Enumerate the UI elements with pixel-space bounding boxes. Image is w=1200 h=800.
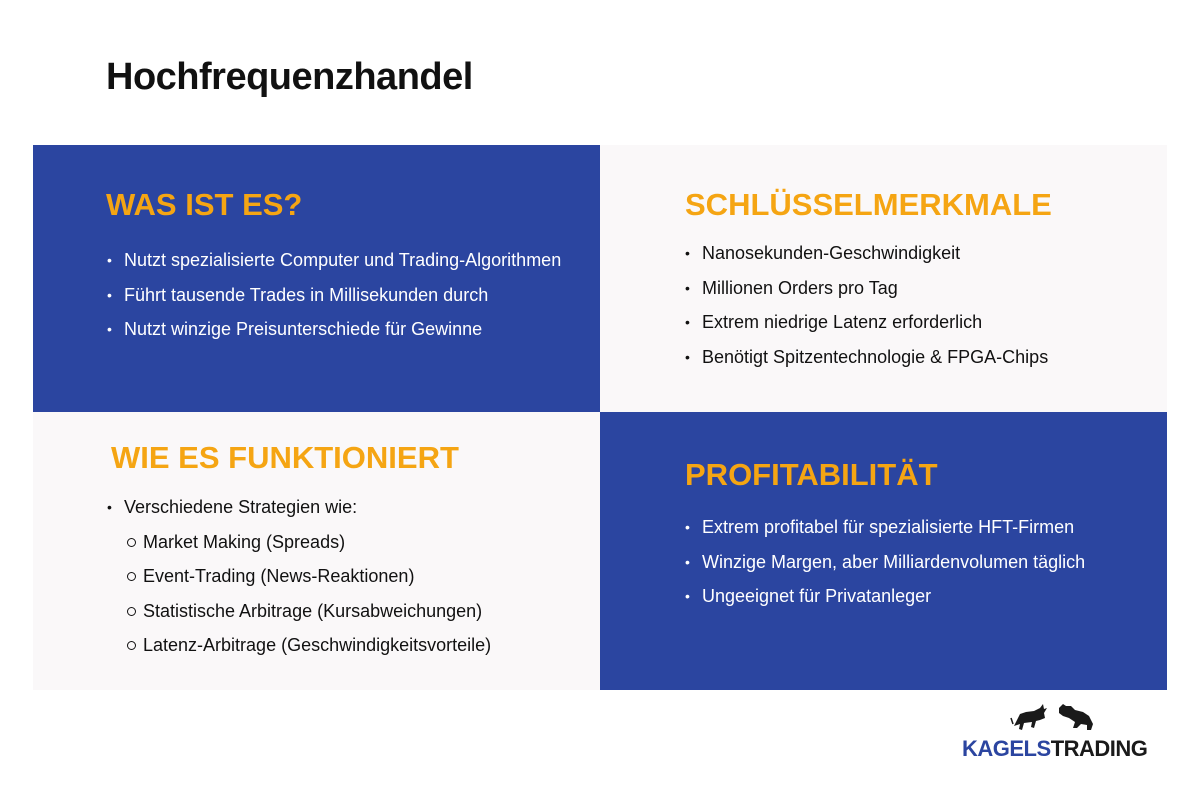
panel-heading: PROFITABILITÄT [685,457,938,492]
list-item: • Nanosekunden-Geschwindigkeit [685,236,1048,271]
profit-list [685,510,1085,614]
features-list [685,236,1048,374]
panel-heading: WIE ES FUNKTIONIERT [111,440,459,475]
list-item: • Winzige Margen, aber Milliardenvolumen täglich [685,545,1085,580]
bullet-icon: • [685,245,690,261]
panel-how-it-works [33,412,600,690]
bullet-icon: • [685,279,690,296]
panel-key-features [600,145,1167,412]
bullet-icon: • [107,499,112,515]
sub-list-container [107,525,491,663]
list-item: • Millionen Orders pro Tag [685,271,1048,306]
bullet-icon: • [107,321,112,337]
bullet-icon: • [107,252,112,268]
info-grid [33,145,1167,690]
bear-icon [1055,702,1097,734]
sub-list-item: Latenz-Arbitrage (Geschwindigkeitsvorteile) [107,628,491,663]
how-list [107,490,491,663]
list-item: • Nutzt winzige Preisunterschiede für Gewinne [107,312,561,347]
list-item: • Extrem profitabel für spezialisierte HFT-Firmen [685,510,1085,545]
list-item: • Ungeeignet für Privatanleger [685,579,1085,614]
bullet-icon: • [685,348,690,365]
bullet-icon: • [107,286,112,303]
circle-bullet-icon [127,572,136,581]
what-list [107,243,561,347]
panel-profitability [600,412,1167,690]
list-item: • Nutzt spezialisierte Computer und Trading-Algorithmen [107,243,561,278]
bullet-icon: • [685,519,690,535]
circle-bullet-icon [127,641,136,650]
sub-list-item: Event-Trading (News-Reaktionen) [107,559,491,594]
sub-list-item: Market Making (Spreads) [107,525,491,560]
panel-heading: WAS IST ES? [106,187,303,222]
list-item: • Führt tausende Trades in Millisekunden durch [107,278,561,313]
circle-bullet-icon [127,607,136,616]
list-item: • Verschiedene Strategien wie: [107,490,491,525]
circle-bullet-icon [127,538,136,547]
bull-icon [1010,702,1050,734]
bullet-icon: • [685,588,690,604]
list-item: • Extrem niedrige Latenz erforderlich [685,305,1048,340]
list-item: • Benötigt Spitzentechnologie & FPGA-Chips [685,340,1048,375]
logo-wordmark: KAGELSTRADING [962,736,1148,761]
panel-what-is-it [33,145,600,412]
page-title: Hochfrequenzhandel [106,56,473,98]
bullet-icon: • [685,553,690,570]
sub-list-item: Statistische Arbitrage (Kursabweichungen) [107,594,491,629]
strategies-list [107,525,491,663]
panel-heading: SCHLÜSSELMERKMALE [685,187,1052,222]
bullet-icon: • [685,314,690,330]
kagels-trading-logo [960,702,1150,762]
